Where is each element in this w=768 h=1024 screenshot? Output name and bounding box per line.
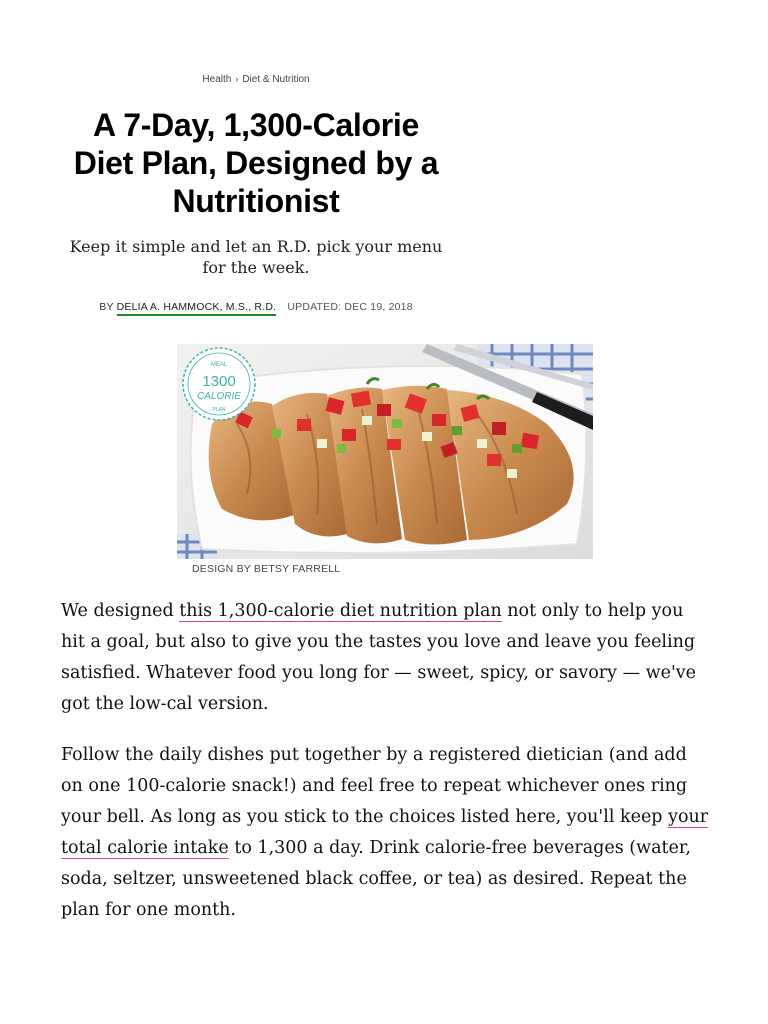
breadcrumb: [0, 74, 512, 85]
hero-illustration: [177, 344, 593, 559]
updated-date: UPDATED: DEC 19, 2018: [287, 301, 413, 313]
badge-bottom-text: PLAN: [212, 407, 226, 413]
paragraph-1-text-start: We designed: [61, 601, 180, 621]
title-line-1: A 7-Day, 1,300-Calorie: [93, 107, 419, 143]
image-credit: DESIGN BY BETSY FARRELL: [192, 563, 341, 575]
badge-number: 1300: [202, 373, 236, 390]
byline-prefix: BY: [99, 301, 114, 313]
article-paragraph-2: [61, 740, 711, 926]
hero-image: [177, 344, 593, 559]
paragraph-2-text-start: Follow the daily dishes put together by a registered dietician (and add on one 100-calorie snack!) and feel free to repeat whichever ones ring your bell. As long as you stick to the choices listed here, you'll keep: [61, 745, 688, 827]
paragraph-2-text-end: to 1,300 a day. Drink calorie-free beverages (water, soda, seltzer, unsweetened black coffee, or tea) as desired. Repeat the plan for one month.: [61, 838, 691, 920]
badge-word: CALORIE: [197, 391, 241, 402]
title-line-3: Nutritionist: [172, 183, 340, 219]
author-link[interactable]: DELIA A. HAMMOCK, M.S., R.D.: [117, 301, 277, 316]
calorie-intake-link[interactable]: your total calorie intake: [61, 807, 709, 858]
page-title: [40, 106, 472, 220]
breadcrumb-separator: ›: [235, 74, 239, 84]
breadcrumb-health[interactable]: Health: [202, 74, 232, 85]
byline: [0, 301, 512, 313]
calorie-badge: [183, 348, 255, 420]
article-subtitle: Keep it simple and let an R.D. pick your menu for the week.: [69, 237, 443, 277]
article-paragraph-1: [61, 596, 711, 720]
badge-top-text: MEAL: [210, 362, 228, 368]
diet-plan-link[interactable]: this 1,300-calorie diet nutrition plan: [179, 601, 502, 621]
title-line-2: Diet Plan, Designed by a: [73, 145, 439, 181]
breadcrumb-diet-nutrition[interactable]: Diet & Nutrition: [242, 74, 310, 85]
paragraph-1-text-end: not only to help you hit a goal, but also to give you the tastes you love and leave you feeling satisfied. Whatever food you long for — sweet, spicy, or savory — we've got the low-cal version.: [61, 601, 697, 714]
